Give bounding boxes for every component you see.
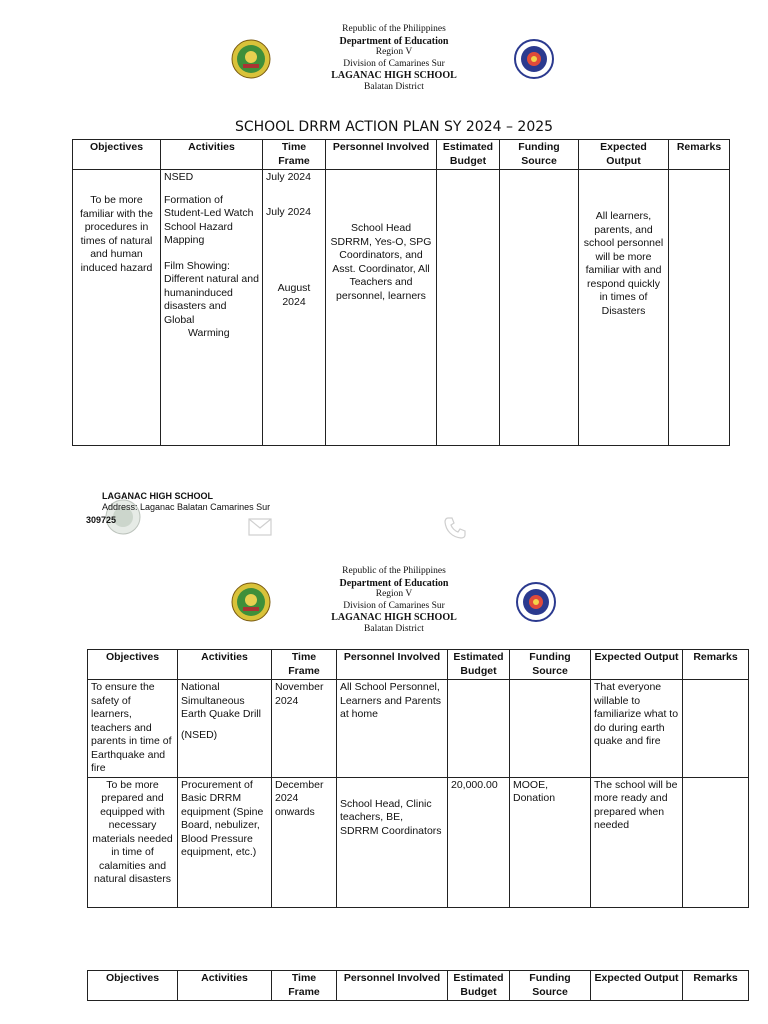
deped-seal-icon [514, 39, 554, 79]
school-name-line: LAGANAC HIGH SCHOOL [331, 70, 457, 81]
deped-seal-icon [516, 582, 556, 622]
activity-item: Warming [188, 327, 230, 339]
funding-cell [500, 170, 579, 446]
time-frame-item: July 2024 [266, 171, 311, 183]
action-plan-table-2 [87, 649, 749, 908]
column-header: Expected Output [579, 140, 669, 170]
division-line: Division of Camarines Sur [343, 600, 445, 611]
column-header: Funding Source [510, 971, 591, 1001]
budget-cell [437, 170, 500, 446]
column-header: Time Frame [272, 971, 337, 1001]
activity-item: (NSED) [181, 728, 218, 741]
activity-item: National Simultaneous Earth Quake Drill [181, 681, 261, 720]
column-header: Activities [161, 140, 263, 170]
region-line: Region V [375, 47, 413, 57]
column-header: Objectives [88, 971, 178, 1001]
school-seal-icon [231, 582, 271, 622]
column-header: Expected Output [591, 650, 683, 680]
time-frame-cell [263, 170, 326, 446]
table-row [88, 680, 749, 778]
column-header: Estimated Budget [448, 650, 510, 680]
column-header: Personnel Involved [326, 140, 437, 170]
division-line: Division of Camarines Sur [343, 58, 445, 69]
school-seal-icon [231, 39, 271, 79]
time-frame-item: July 2024 [266, 205, 311, 218]
republic-line: Republic of the Philippines [342, 24, 446, 34]
time-frame-cell: November 2024 [272, 680, 337, 778]
department-line: Department of Education [339, 35, 449, 47]
funding-cell [510, 680, 591, 778]
column-header: Personnel Involved [337, 650, 448, 680]
column-header: Expected Output [591, 971, 683, 1001]
column-header: Estimated Budget [448, 971, 510, 1001]
phone-icon [442, 515, 468, 541]
action-plan-table-3 [87, 970, 749, 1001]
column-header: Funding Source [500, 140, 579, 170]
expected-output-cell: All learners, parents, and school personnel will be more familiar with and respond quickly in times of Disasters [579, 170, 669, 446]
activity-item: Film Showing: Different natural and humaninduced disasters and Global [164, 259, 259, 326]
funding-cell: MOOE, Donation [510, 777, 591, 907]
letterhead [284, 24, 504, 93]
remarks-cell [683, 680, 749, 778]
column-header: Funding Source [510, 650, 591, 680]
table-row [73, 170, 730, 446]
region-line: Region V [375, 589, 413, 599]
action-plan-table-1 [72, 139, 730, 446]
column-header: Personnel Involved [337, 971, 448, 1001]
school-name-line: LAGANAC HIGH SCHOOL [331, 612, 457, 623]
budget-cell: 20,000.00 [448, 777, 510, 907]
table-header-row [73, 140, 730, 170]
republic-line: Republic of the Philippines [342, 566, 446, 576]
activity-item: School Hazard Mapping [164, 220, 233, 246]
activities-cell: Procurement of Basic DRRM equipment (Spine Board, nebulizer, Blood Pressure equipment, etc.) [178, 777, 272, 907]
time-frame-cell: December 2024 onwards [272, 777, 337, 907]
department-line: Department of Education [339, 577, 449, 589]
district-line: Balatan District [364, 81, 424, 92]
time-frame-item: August 2024 [277, 282, 311, 308]
budget-cell [448, 680, 510, 778]
personnel-cell: School Head SDRRM, Yes-O, SPG Coordinators, and Asst. Coordinator, All Teachers and personnel, learners [326, 170, 437, 446]
remarks-cell [669, 170, 730, 446]
table-row [88, 777, 749, 907]
column-header: Activities [178, 650, 272, 680]
column-header: Activities [178, 971, 272, 1001]
activity-item: NSED [164, 171, 194, 183]
footer-school-name: LAGANAC HIGH SCHOOL [102, 491, 213, 501]
objective-cell: To be more prepared and equipped with necessary materials needed in time of calamities and natural disasters [88, 777, 178, 907]
column-header: Remarks [669, 140, 730, 170]
expected-output-cell: That everyone willable to familiarize what to do during earth quake and fire [591, 680, 683, 778]
expected-output-cell: The school will be more ready and prepared when needed [591, 777, 683, 907]
column-header: Objectives [88, 650, 178, 680]
personnel-cell: All School Personnel, Learners and Parents at home [337, 680, 448, 778]
column-header: Estimated Budget [437, 140, 500, 170]
footer-address: Address: Laganac Balatan Camarines Sur [102, 502, 271, 512]
column-header: Remarks [683, 650, 749, 680]
objective-cell: To be more familiar with the procedures in times of natural and human induced hazard [73, 170, 161, 446]
activities-cell [161, 170, 263, 446]
table-header-row [88, 971, 749, 1001]
table-header-row [88, 650, 749, 680]
column-header: Remarks [683, 971, 749, 1001]
district-line: Balatan District [364, 623, 424, 634]
objective-cell: To ensure the safety of learners, teachers and parents in time of Earthquake and fire [88, 680, 178, 778]
letterhead [284, 566, 504, 635]
personnel-cell: School Head, Clinic teachers, BE, SDRRM Coordinators [337, 777, 448, 907]
activity-item: Formation of Student-Led Watch [164, 193, 254, 219]
footer-school-id: 309725 [86, 515, 117, 525]
column-header: Time Frame [263, 140, 326, 170]
activities-cell [178, 680, 272, 778]
page-title: SCHOOL DRRM ACTION PLAN SY 2024 – 2025 [234, 119, 554, 135]
column-header: Objectives [73, 140, 161, 170]
mail-icon [248, 518, 272, 536]
column-header: Time Frame [272, 650, 337, 680]
remarks-cell [683, 777, 749, 907]
